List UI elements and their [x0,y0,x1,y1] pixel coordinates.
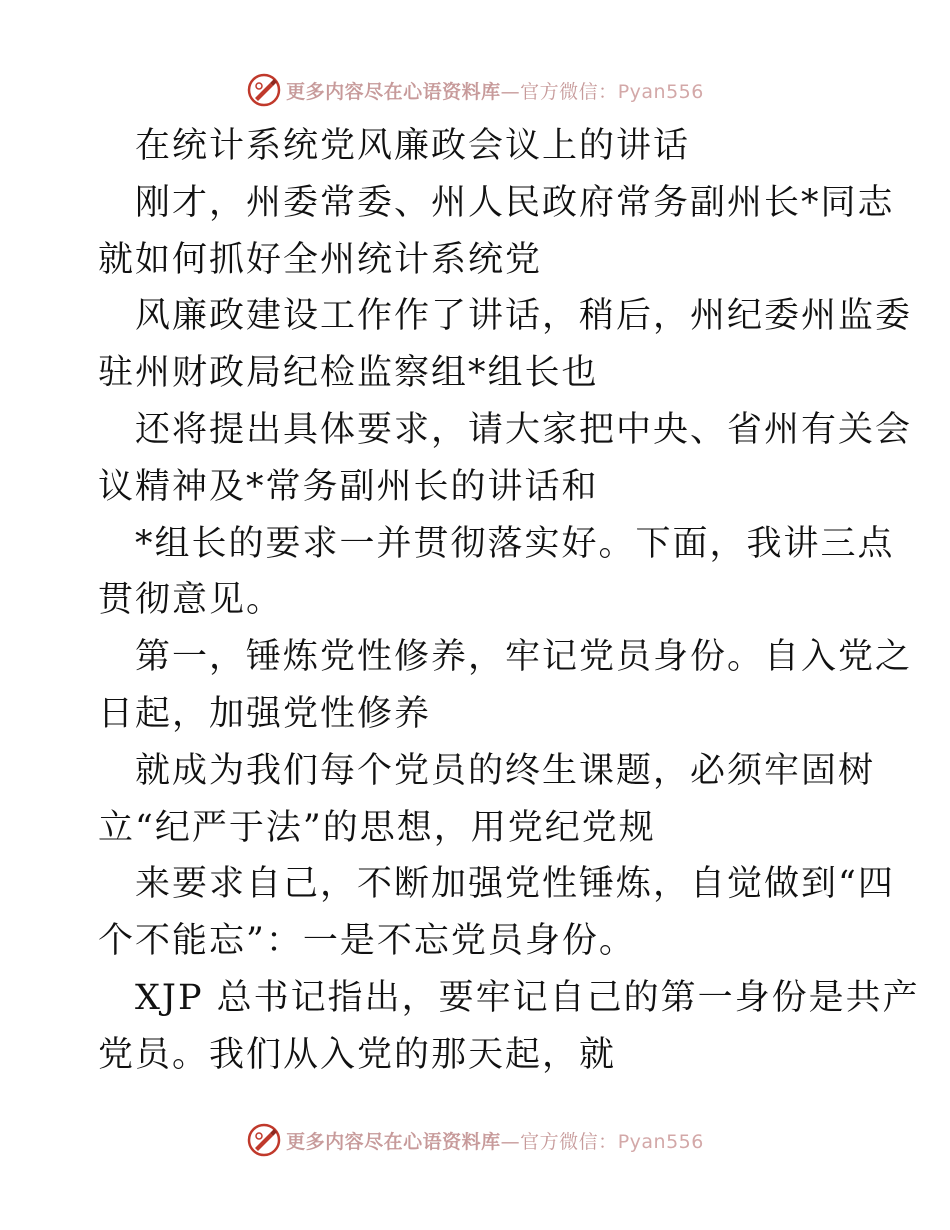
text-line: 来要求自己，不断加强党性锤炼，自觉做到“四 [135,864,895,905]
text-line: 个不能忘”：一是不忘党员身份。 [98,921,636,962]
document-body [98,118,920,1084]
text-line: 就成为我们每个党员的终生课题，必须牢固树 [135,750,876,791]
text-line: 党员。我们从入党的那天起，就 [98,1034,617,1075]
pen-logo-icon [246,72,282,108]
text-line: 贯彻意见。 [98,580,284,621]
text-line: 第一，锤炼党性修养，牢记党员身份。自入党之 [135,637,913,678]
pen-logo-icon [246,1122,282,1158]
text-line: 立“纪严于法”的思想，用党纪党规 [98,807,656,848]
text-line: 驻州财政局纪检监察组*组长也 [98,353,599,394]
text-line: XJP 总书记指出，要牢记自己的第一身份是共产 [135,977,920,1018]
text-line: 日起，加强党性修养 [98,693,432,734]
text-line: 风廉政建设工作作了讲话，稍后，州纪委州监委 [135,296,913,337]
text-line: *组长的要求一并贯彻落实好。下面，我讲三点 [135,523,895,564]
watermark-footer [0,1120,950,1160]
text-line: 刚才，州委常委、州人民政府常务副州长*同志 [135,182,895,223]
text-line: 在统计系统党风廉政会议上的讲话 [135,126,691,166]
text-line: 还将提出具体要求，请大家把中央、省州有关会 [135,409,913,450]
watermark-text: 更多内容尽在心语资料库—官方微信：Pyan556 [286,80,704,103]
text-line: 议精神及*常务副州长的讲话和 [98,466,599,507]
text-line: 就如何抓好全州统计系统党 [98,239,543,280]
watermark-header [0,70,950,110]
watermark-text: 更多内容尽在心语资料库—官方微信：Pyan556 [286,1130,704,1153]
